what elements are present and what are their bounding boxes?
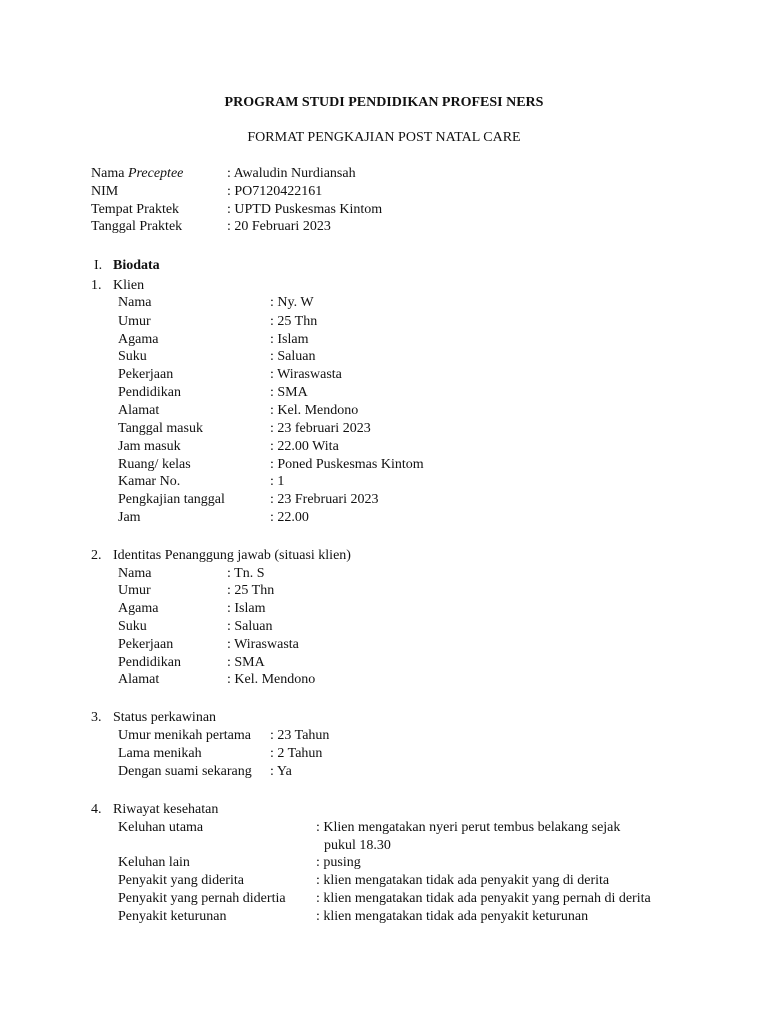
section-number: I. [94,258,103,273]
kesehatan-value: : pusing [316,855,361,870]
kesehatan-value: : klien mengatakan tidak ada penyakit yang pernah di derita [316,891,651,906]
penanggung-title: Identitas Penanggung jawab (situasi klien) [113,548,351,563]
penanggung-label: Umur [118,583,151,598]
klien-label: Alamat [118,403,160,418]
klien-value: : Saluan [270,349,316,364]
penanggung-value: : Kel. Mendono [227,672,316,687]
program-title: PROGRAM STUDI PENDIDIKAN PROFESI NERS [224,95,544,110]
klien-value: : Islam [270,332,309,347]
kesehatan-value: : klien mengatakan tidak ada penyakit yang di derita [316,873,610,888]
info-label-nama: Nama Preceptee [91,166,184,181]
info-label-nim: NIM [91,184,119,199]
klien-label: Agama [118,332,159,347]
klien-value: : Ny. W [270,295,314,310]
perkawinan-label: Lama menikah [118,746,202,761]
penanggung-value: : Tn. S [227,566,265,581]
perkawinan-value: : Ya [270,764,292,779]
penanggung-label: Pendidikan [118,655,181,670]
kesehatan-label: Penyakit yang diderita [118,873,244,888]
info-value-nama: : Awaludin Nurdiansah [227,166,356,181]
klien-label: Pengkajian tanggal [118,492,225,507]
penanggung-value: : SMA [227,655,265,670]
klien-value: : 23 Frebruari 2023 [270,492,379,507]
info-value-nim: : PO7120422161 [227,184,323,199]
info-label-nama-italic: Preceptee [127,166,184,181]
kesehatan-title: Riwayat kesehatan [113,802,219,817]
klien-value: : 23 februari 2023 [270,421,371,436]
klien-label: Kamar No. [118,474,181,489]
klien-label: Jam masuk [118,439,181,454]
penanggung-number: 2. [91,548,102,563]
kesehatan-label: Keluhan lain [118,855,190,870]
klien-label: Pendidikan [118,385,181,400]
penanggung-label: Suku [118,619,147,634]
klien-label: Nama [118,295,152,310]
penanggung-label: Agama [118,601,159,616]
form-title: FORMAT PENGKAJIAN POST NATAL CARE [247,130,521,145]
klien-value: : SMA [270,385,308,400]
perkawinan-value: : 2 Tahun [270,746,323,761]
perkawinan-value: : 23 Tahun [270,728,330,743]
kesehatan-value-continued: pukul 18.30 [324,838,391,853]
klien-label: Umur [118,314,151,329]
perkawinan-title: Status perkawinan [113,710,217,725]
klien-value: : Kel. Mendono [270,403,359,418]
penanggung-value: : Saluan [227,619,273,634]
penanggung-label: Nama [118,566,152,581]
klien-value: : Poned Puskesmas Kintom [270,457,424,472]
kesehatan-label: Keluhan utama [118,820,204,835]
info-value-tanggal: : 20 Februari 2023 [227,219,331,234]
perkawinan-label: Umur menikah pertama [118,728,251,743]
kesehatan-label: Penyakit yang pernah didertia [118,891,286,906]
penanggung-value: : Islam [227,601,266,616]
section-title: Biodata [113,258,160,273]
klien-value: : 22.00 Wita [270,439,339,454]
klien-value: : 25 Thn [270,314,318,329]
perkawinan-label: Dengan suami sekarang [118,764,252,779]
penanggung-label: Alamat [118,672,160,687]
kesehatan-value: : klien mengatakan tidak ada penyakit keturunan [316,909,589,924]
info-value-tempat: : UPTD Puskesmas Kintom [227,202,383,217]
kesehatan-number: 4. [91,802,102,817]
penanggung-value: : Wiraswasta [227,637,299,652]
klien-label: Jam [118,510,141,525]
info-label-tempat: Tempat Praktek [91,202,180,217]
klien-value: : Wiraswasta [270,367,342,382]
penanggung-value: : 25 Thn [227,583,275,598]
klien-title: Klien [113,278,145,293]
kesehatan-label: Penyakit keturunan [118,909,227,924]
klien-value: : 1 [270,474,285,489]
klien-number: 1. [91,278,102,293]
perkawinan-number: 3. [91,710,102,725]
info-label-tanggal: Tanggal Praktek [91,219,183,234]
kesehatan-value: : Klien mengatakan nyeri perut tembus belakang sejak [316,820,621,835]
klien-label: Ruang/ kelas [118,457,191,472]
penanggung-label: Pekerjaan [118,637,174,652]
klien-label: Suku [118,349,147,364]
klien-label: Pekerjaan [118,367,174,382]
klien-value: : 22.00 [270,510,309,525]
klien-label: Tanggal masuk [118,421,203,436]
